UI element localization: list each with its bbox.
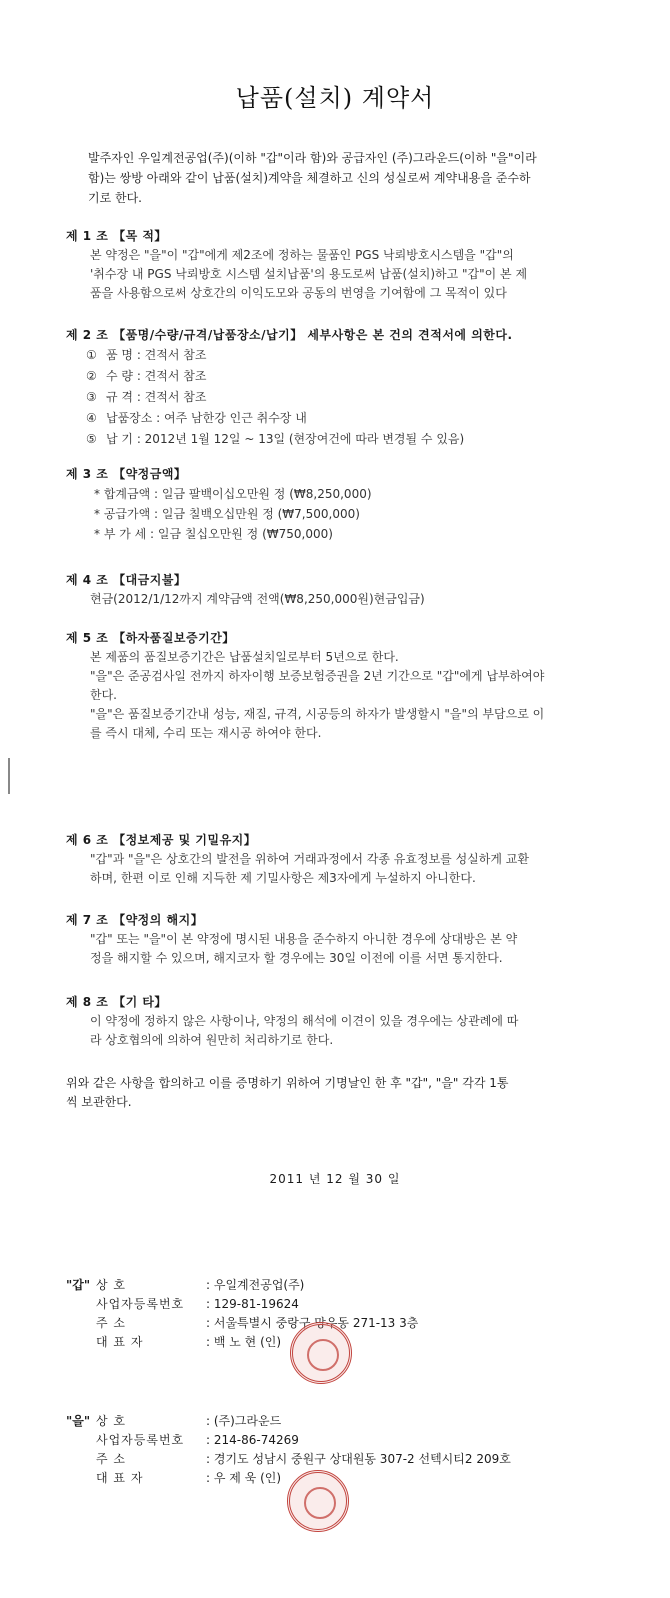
closing-line: 위와 같은 사항을 합의하고 이를 증명하기 위하여 기명날인 한 후 "갑", "을" 각각 1통 [66,1076,509,1090]
closing-line: 씩 보관한다. [66,1095,132,1109]
item-text: 품 명 : 견적서 참조 [106,348,207,362]
party-row [66,1276,626,1295]
party-field-label: 주 소 [96,1316,126,1330]
article-line: "을"은 준공검사일 전까지 하자이행 보증보험증권을 2년 기간으로 "갑"에게 납부하여야 [90,669,545,683]
item-text: 납품장소 : 여주 남한강 인근 취수장 내 [106,411,307,425]
article-4-body [90,590,656,609]
party-row [66,1469,626,1488]
article-2-item [86,408,656,429]
article-line: 한다. [90,688,117,702]
article-line: 현금(2012/1/12까지 계약금액 전액(₩8,250,000원)현금입금) [90,592,425,606]
item-number: ④ [86,411,97,425]
party-field-value: : 경기도 성남시 중원구 상대원동 307-2 선텍시티2 209호 [206,1452,511,1466]
article-line: "을"은 품질보증기간내 성능, 재질, 규격, 시공등의 하자가 발생할시 "을"의 부담으로 이 [90,707,545,721]
item-number: ③ [86,390,97,404]
party-row [66,1450,626,1469]
article-7-body [90,930,656,968]
article-3-title: 제 3 조 【약정금액】 [66,467,187,481]
item-number: ① [86,348,97,362]
article-3 [66,464,656,544]
article-5-body [90,648,656,743]
article-2-item [86,345,656,366]
article-7-title: 제 7 조 【약정의 해지】 [66,913,204,927]
amount-line: * 부 가 세 : 일금 칠십오만원 정 (₩750,000) [94,527,333,541]
party-field-value: : 214-86-74269 [206,1433,299,1447]
article-7 [66,910,656,968]
contract-date: 2011 년 12 월 30 일 [269,1172,401,1186]
item-number: ② [86,369,97,383]
article-6-body [90,850,656,888]
article-line: 품을 사용함으로써 상호간의 이익도모와 공동의 번영을 기여함에 그 목적이 있다 [90,286,507,300]
scan-edge-mark [8,758,10,794]
article-2-item [86,366,656,387]
article-8-body [90,1012,656,1050]
company-seal-stamp [290,1322,352,1384]
item-text: 수 량 : 견적서 참조 [106,369,207,383]
party-tag: "갑" [66,1278,91,1292]
article-line: "갑" 또는 "을"이 본 약정에 명시된 내용을 준수하지 아니한 경우에 상대방은 본 약 [90,932,518,946]
party-field-label: 사업자등록번호 [96,1297,185,1311]
party-field-value: : 우 제 욱 (인) [206,1471,282,1485]
party-b-block [66,1412,626,1488]
party-row [66,1431,626,1450]
article-line: 하며, 한편 이로 인해 지득한 제 기밀사항은 제3자에게 누설하지 아니한다. [90,871,476,885]
item-number: ⑤ [86,432,97,446]
article-1 [66,226,656,303]
article-1-body [90,246,656,303]
article-line: 이 약정에 정하지 않은 사항이나, 약정의 해석에 이견이 있을 경우에는 상관례에 따 [90,1014,519,1028]
item-text: 규 격 : 견적서 참조 [106,390,207,404]
party-field-value: : 129-81-19624 [206,1297,299,1311]
party-field-value: : 서울특별시 중랑구 망우동 271-13 3층 [206,1316,419,1330]
party-row [66,1314,626,1333]
article-1-title: 제 1 조 【목 적】 [66,229,167,243]
intro-line: 함)는 쌍방 아래와 같이 납품(설치)계약을 체결하고 신의 성실로써 계약내용을 준수하 [88,171,531,185]
party-field-label: 대 표 자 [96,1471,144,1485]
intro-line: 발주자인 우일계전공업(주)(이하 "갑"이라 함)와 공급자인 (주)그라운드(이하 "을"이라 [88,151,537,165]
article-2 [66,325,656,450]
article-8 [66,992,656,1050]
article-2-item [86,429,656,450]
article-line: 본 제품의 품질보증기간은 납품설치일로부터 5년으로 한다. [90,650,399,664]
article-5-title: 제 5 조 【하자품질보증기간】 [66,631,235,645]
article-line: 정을 해지할 수 있으며, 해지코자 할 경우에는 30일 이전에 이를 서면 통지한다. [90,951,503,965]
article-line: 라 상호협의에 의하여 원만히 처리하기로 한다. [90,1033,334,1047]
article-6 [66,830,656,888]
party-row [66,1412,626,1431]
amount-line: * 공급가액 : 일금 칠백오십만원 정 (₩7,500,000) [94,507,360,521]
article-line: "갑"과 "을"은 상호간의 발전을 위하여 거래과정에서 각종 유효정보를 성실하게 교환 [90,852,529,866]
article-5 [66,628,656,743]
party-field-value: : 백 노 현 (인) [206,1335,282,1349]
party-field-label: 주 소 [96,1452,126,1466]
document-title: 납품(설치) 계약서 [235,84,435,112]
intro-line: 기로 한다. [88,191,142,205]
article-4 [66,570,656,609]
article-6-title: 제 6 조 【정보제공 및 기밀유지】 [66,833,257,847]
article-8-title: 제 8 조 【기 타】 [66,995,167,1009]
closing-statement [66,1074,646,1112]
party-tag: "을" [66,1414,91,1428]
party-field-value: : (주)그라운드 [206,1414,282,1428]
article-2-item [86,387,656,408]
item-text: 납 기 : 2012년 1월 12일 ~ 13일 (현장여건에 따라 변경될 수 있음) [106,432,465,446]
article-line: '취수장 내 PGS 낙뢰방호 시스템 설치납품'의 용도로써 납품(설치)하고 "갑"이 본 제 [90,267,528,281]
company-seal-stamp [287,1470,349,1532]
intro-paragraph [88,148,648,208]
article-2-title: 제 2 조 【품명/수량/규격/납품장소/납기】 세부사항은 본 건의 견적서에 의한다. [66,328,513,342]
party-field-label: 사업자등록번호 [96,1433,185,1447]
article-4-title: 제 4 조 【대금지불】 [66,573,187,587]
article-line: 본 약정은 "을"이 "갑"에게 제2조에 정하는 물품인 PGS 낙뢰방호시스템을 "갑"의 [90,248,514,262]
party-row [66,1295,626,1314]
party-field-value: : 우일계전공업(주) [206,1278,305,1292]
amount-line: * 합계금액 : 일금 팔백이십오만원 정 (₩8,250,000) [94,487,372,501]
article-line: 를 즉시 대체, 수리 또는 재시공 하여야 한다. [90,726,322,740]
party-field-label: 상 호 [96,1414,126,1428]
party-field-label: 상 호 [96,1278,126,1292]
party-field-label: 대 표 자 [96,1335,144,1349]
